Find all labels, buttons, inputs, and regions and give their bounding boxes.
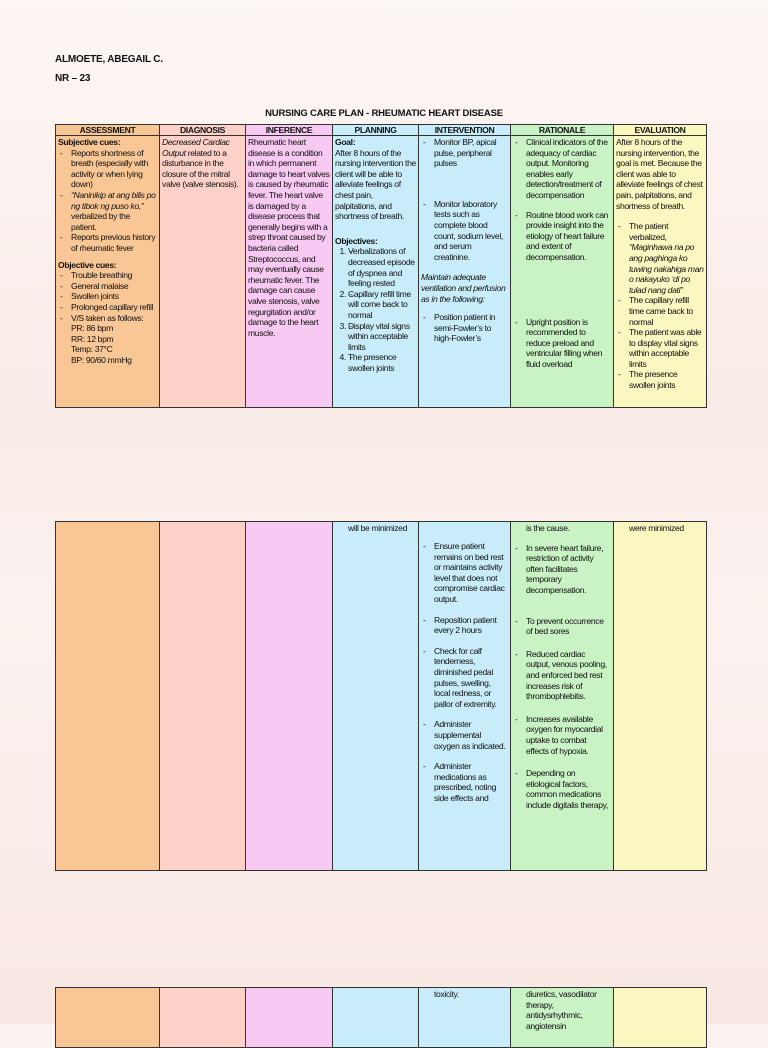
rationale-cell xyxy=(511,988,614,1048)
list-item: - Upright position is recommended to reduce preload and ventricular filling when fluid overload xyxy=(513,317,611,370)
list-item: - Reports shortness of breath (especially with activity or when lying down) xyxy=(58,148,157,190)
list-item: - Prolonged capillary refill xyxy=(58,302,157,313)
planning-cell xyxy=(333,136,419,408)
evaluation-cell xyxy=(614,988,707,1048)
student-section: NR – 23 xyxy=(55,73,91,84)
ventilation-note: Maintain adequate ventilation and perfusion as in the following: xyxy=(421,272,506,304)
assessment-cell xyxy=(56,136,160,408)
patient-quote: “Naninikip at ang bilis po ng tibok ng puso ko,” xyxy=(71,189,156,211)
column-header-rationale: RATIONALE xyxy=(511,125,614,136)
subjective-heading: Subjective cues: xyxy=(58,137,121,147)
vital-temp: Temp: 37°C xyxy=(71,344,113,355)
inference-cell xyxy=(246,522,333,871)
list-item: - 3. Display vital signs within acceptable limits xyxy=(348,321,416,353)
evaluation-cell xyxy=(614,522,707,871)
column-header-planning: PLANNING xyxy=(333,125,419,136)
evaluation-intro: After 8 hours of the nursing intervention, the goal is met. Because the client was able to alleviate feelings of chest pain, palpitations, and shortness of breath. xyxy=(616,137,703,211)
evaluation-quote: “Maginhawa na po ang paghinga ko tuwing nakahiga man o nakayuko ‘di po tulad nang dati” xyxy=(629,242,704,295)
list-item: - 1. Verbalizations of decreased episode of dyspnea and feeling rested xyxy=(348,246,416,288)
objective-heading: Objective cues: xyxy=(58,259,117,270)
list-item: - Monitor laboratory tests such as complete blood count, sodium level, and serum creatinine. xyxy=(421,199,508,263)
assessment-cell xyxy=(56,988,160,1048)
list-item: - Trouble breathing xyxy=(58,270,157,281)
list-item: - Routine blood work can provide insight into the etiology of heart failure and extent of decompensation. xyxy=(513,210,611,263)
goal-heading: Goal: xyxy=(335,137,356,147)
subjective-list xyxy=(58,148,157,254)
column-header-intervention: INTERVENTION xyxy=(419,125,511,136)
rationale-continued: diuretics, vasodilator therapy, antidysrhythmic, angiotensin xyxy=(526,989,597,1031)
diagnosis-text: related to a disturbance in the closure of the mitral valve (valve stenosis). xyxy=(162,147,239,190)
diagnosis-cell xyxy=(160,522,246,871)
list-item: - Depending on etiological factors, common medications include digitalis therapy, xyxy=(513,768,611,810)
planning-continued: will be minimized xyxy=(348,523,407,533)
list-item: - To prevent occurrence of bed sores xyxy=(513,616,611,637)
care-plan-table-page-1 xyxy=(55,124,707,408)
intervention-cell xyxy=(419,988,511,1048)
rationale-cell xyxy=(511,136,614,408)
list-item: - Swollen joints xyxy=(58,291,157,302)
list-item: - Reports previous history of rheumatic fever xyxy=(58,232,157,253)
list-item: - In severe heart failure, restriction of activity often facilitates temporary decompensation. xyxy=(513,543,611,596)
column-header-inference: INFERENCE xyxy=(246,125,333,136)
list-item: - Reposition patient every 2 hours xyxy=(421,615,508,636)
objective-list xyxy=(58,270,157,323)
intervention-cell xyxy=(419,522,511,871)
table-row xyxy=(56,988,707,1048)
diagnosis-label: Decreased Cardiac Output xyxy=(162,137,230,158)
student-name: ALMOETE, ABEGAIL C. xyxy=(55,54,163,65)
verbalized-text: verbalized by the patient. xyxy=(71,211,131,232)
list-item: - The patient verbalized, “Maginhawa na po ang paghinga ko tuwing nakahiga man o nakayuko ‘di po tulad nang dati” xyxy=(616,221,704,295)
document-title: NURSING CARE PLAN - RHEUMATIC HEART DISEASE xyxy=(265,108,503,119)
list-item: - Administer medications as prescribed, noting side effects and xyxy=(421,761,508,803)
list-item: - The patient was able to display vital signs within acceptable limits xyxy=(616,327,704,369)
table-row xyxy=(56,522,707,871)
planning-cell xyxy=(333,988,419,1048)
column-header-diagnosis: DIAGNOSIS xyxy=(160,125,246,136)
care-plan-table-page-3 xyxy=(55,987,707,1048)
list-item: - Administer supplemental oxygen as indicated. xyxy=(421,719,508,751)
list-item: - 2. Capillary refill time will come back to normal xyxy=(348,289,416,321)
column-header-assessment: ASSESSMENT xyxy=(56,125,160,136)
vital-rr: RR: 12 bpm xyxy=(71,333,114,344)
list-item: - Monitor BP, apical pulse, peripheral pulses xyxy=(421,137,508,169)
list-item: - Check for calf tenderness, diminished pedal pulses, swelling, local redness, or pallor of extremity. xyxy=(421,646,508,710)
rationale-continued: is the cause. xyxy=(526,523,570,533)
list-item: - Clinical indicators of the adequacy of cardiac output. Monitoring enables early detection/treatment of decompensation xyxy=(513,137,611,201)
intervention-continued: toxicity. xyxy=(434,989,459,999)
list-item: - Increases available oxygen for myocardial uptake to combat effects of hypoxia. xyxy=(513,714,611,756)
diagnosis-cell xyxy=(160,988,246,1048)
list-item: - The presence swollen joints xyxy=(616,369,704,390)
rationale-cell xyxy=(511,522,614,871)
intervention-cell xyxy=(419,136,511,408)
objectives-heading: Objectives: xyxy=(335,235,378,246)
inference-cell xyxy=(246,988,333,1048)
list-item: - The capillary refill time came back to normal xyxy=(616,295,704,327)
inference-cell: Rheumatic heart disease is a condition in which permanent damage to heart valves is caused by rheumatic fever. The heart valve is damaged by a disease process that generally begins with a strep throat caused by bacteria called Streptococcus, and may eventually cause rheumatic fever. The damage can cause valve stenosis, valve regurgitation and/or damage to the heart muscle. xyxy=(246,136,333,408)
evaluation-continued: were minimized xyxy=(629,523,684,533)
care-plan-table-page-2 xyxy=(55,521,707,871)
list-item: - General malaise xyxy=(58,281,157,292)
list-item: - 4. The presence swollen joints xyxy=(348,352,416,373)
document-header xyxy=(55,54,163,92)
vital-bp: BP: 90/60 mmHg xyxy=(71,354,132,365)
objectives-list xyxy=(335,246,416,373)
table-header-row xyxy=(56,125,707,136)
vital-signs xyxy=(58,323,157,365)
table-row xyxy=(56,136,707,408)
list-item: - Reduced cardiac output, venous pooling, and enforced bed rest increases risk of thrombophlebitis. xyxy=(513,649,611,702)
evaluation-cell xyxy=(614,136,707,408)
goal-text: After 8 hours of the nursing intervention the client will be able to alleviate feelings of chest pain, palpitations, and shortness of breath. xyxy=(335,147,416,222)
list-item: - V/S taken as follows: xyxy=(58,313,157,324)
assessment-cell xyxy=(56,522,160,871)
list-item xyxy=(58,190,157,232)
column-header-evaluation: EVALUATION xyxy=(614,125,707,136)
list-item: - Position patient in semi-Fowler’s to high-Fowler’s xyxy=(421,312,508,344)
planning-cell xyxy=(333,522,419,871)
diagnosis-cell xyxy=(160,136,246,408)
vital-pr: PR: 86 bpm xyxy=(71,323,113,334)
list-item: - Ensure patient remains on bed rest or maintains activity level that does not compromise cardiac output. xyxy=(421,541,508,605)
